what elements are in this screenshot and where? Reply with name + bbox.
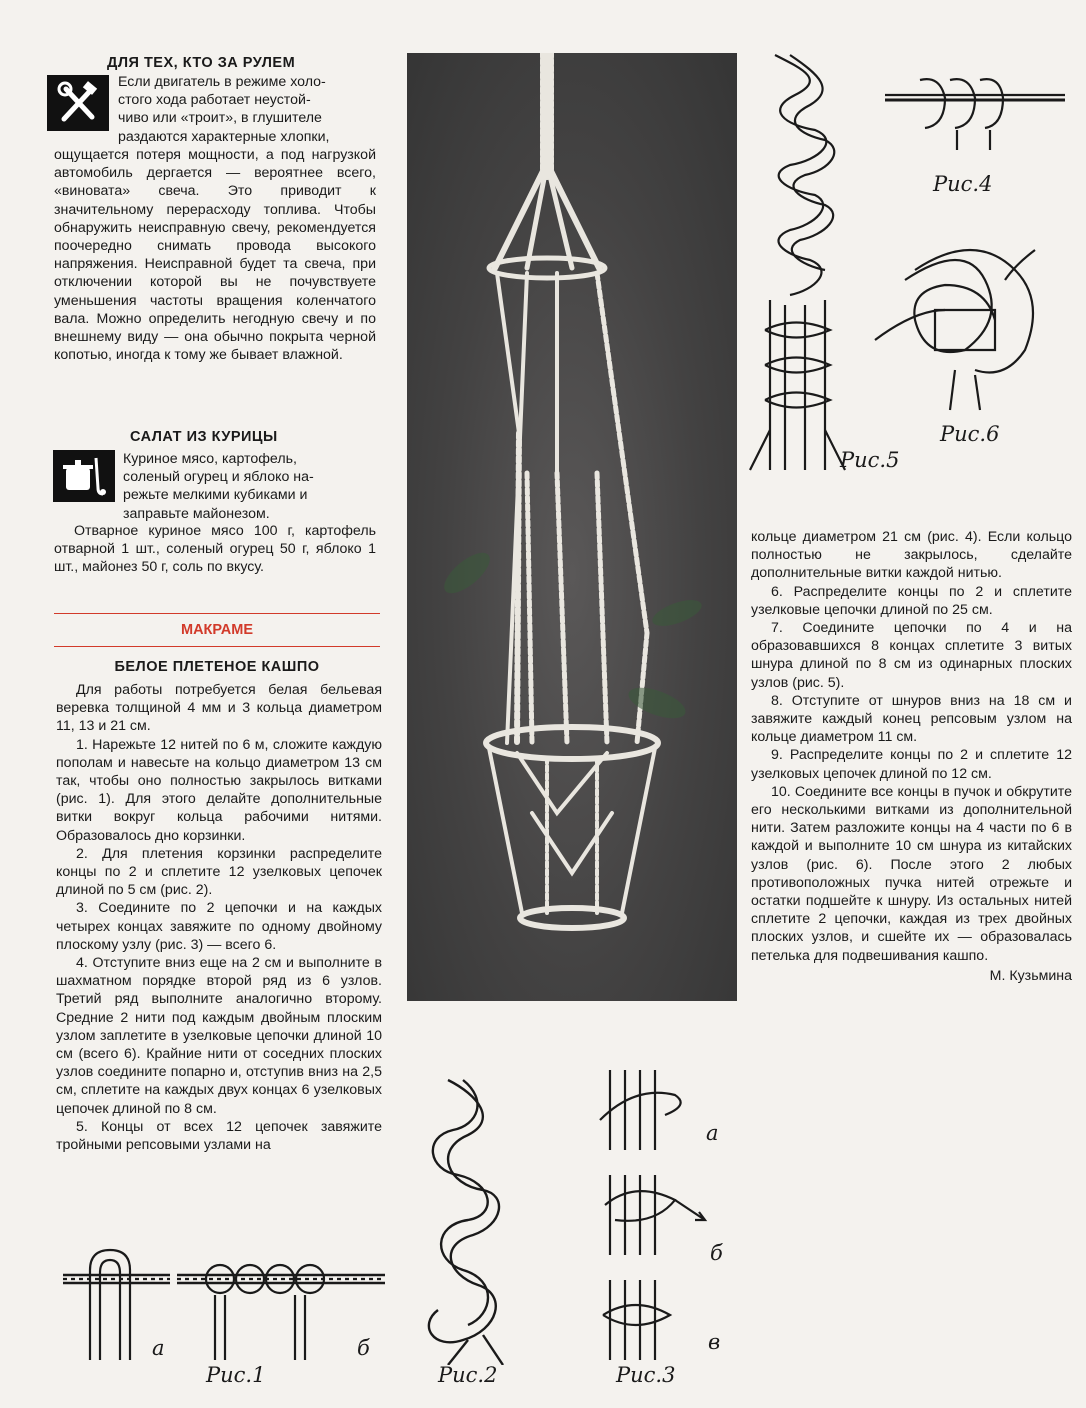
saucepan-ladle-icon [53, 450, 115, 502]
drivers-title: ДЛЯ ТЕХ, КТО ЗА РУЛЕМ [107, 55, 296, 71]
salad-intro [123, 450, 376, 523]
fig1-diagram [55, 1245, 395, 1365]
makrame-paragraph: 9. Распределите концы по 2 и сплетите 12 узелковых цепочек длиной по 12 см. [751, 747, 1072, 782]
salad-line: соленый огурец и яблоко на- [123, 469, 314, 486]
fig4-caption: Рис.4 [933, 172, 993, 196]
rubric-rule-top [54, 613, 380, 614]
makrame-paragraph: кольце диаметром 21 см (рис. 4). Если кольцо полностью не закрылось, сделайте дополнительные витки каждой нитью. [751, 529, 1072, 582]
rubric-rule-bottom [54, 646, 380, 647]
makrame-rubric: МАКРАМЕ [180, 622, 254, 638]
makrame-paragraph: 10. Соедините все концы в пучок и обкрутите его несколькими витками из дополнительной нити. Затем разложите концы на 4 части по 6 в каждой и выполните 10 см шнура из китайских узлов (рис. 6). После этого 2 любых противоположных пучка нитей отрежьте и остатки подшейте к шнуру. Из остальных нитей сплетите 2 цепочки, каждая из трех двойных плоских узлов, и сшейте их — образовалась петелька для подвешивания кашпо. [751, 783, 1072, 964]
macrame-planter-photo [407, 53, 737, 1001]
drivers-line: Если двигатель в режиме холо- [118, 74, 326, 90]
fig6-caption: Рис.6 [940, 422, 1000, 446]
fig3-label-v: в [708, 1330, 721, 1354]
author: М. Кузьмина [989, 967, 1072, 984]
makrame-paragraph: 4. Отступите вниз еще на 2 см и выполните в шахматном порядке второй ряд из 6 узлов. Третий ряд выполните аналогично второму. Средние 2 нити под каждым двойным плоским узлом заплетите в узелковые цепочки длиной 10 см (всего 6). Крайние нити от соседних плоских узлов соедините попарно и, отступив вниз на 2,5 см, сплетите на каждых двух концах 6 узелковых цепочек длиной по 8 см. [56, 955, 382, 1117]
makrame-paragraph: 7. Соедините цепочки по 4 и на образовавшихся 8 концах сплетите 3 витых шнура длиной по 8 см из одинарных плоских узлов (рис. 5). [751, 620, 1072, 691]
fig2-diagram [408, 1075, 533, 1365]
makrame-paragraph: Для работы потребуется белая бельевая веревка толщиной 4 мм и 3 кольца диаметром 11, 13 и 21 см. [56, 682, 382, 735]
fig3-label-b: б [710, 1241, 723, 1265]
makrame-paragraph: 5. Концы от всех 12 цепочек завяжите тройными репсовыми узлами на [56, 1118, 382, 1154]
salad-line: Куриное мясо, картофель, [123, 451, 297, 467]
makrame-paragraph: 2. Для плетения корзинки распределите концы по 2 и сплетите 12 узелковых цепочек длиной по 5 см (рис. 2). [56, 845, 382, 899]
fig5-caption: Рис.5 [840, 448, 900, 472]
fig3-label-a: а [706, 1121, 719, 1145]
makrame-paragraph: 3. Соедините по 2 цепочки и на каждых четырех концах завяжите по одному двойному плоскому узлу (рис. 3) — всего 6. [56, 900, 382, 953]
makrame-paragraph: 6. Распределите концы по 2 и сплетите узелковые цепочки длиной по 25 см. [751, 583, 1072, 618]
fig1-label-b: б [357, 1336, 370, 1360]
makrame-body [56, 681, 382, 1154]
salad-paragraph: Отварное куриное мясо 100 г, картофель отварной 1 шт., соленый огурец 50 г, яблоко 1 шт., майонез 50 г, соль по вкусу. [54, 523, 376, 576]
right-body [751, 528, 1072, 985]
fig2-caption: Рис.2 [438, 1363, 498, 1387]
fig1-caption: Рис.1 [206, 1363, 266, 1387]
wrench-hammer-icon [47, 75, 109, 131]
drivers-paragraph: ощущается потеря мощности, а под нагрузкой автомобиль дергается — вероятнее всего, «виновата» свеча. Это приводит к значительному перерасходу топлива. Чтобы обнаружить неисправную свечу, рекомендуется поочередно снимать провода высокого напряжения. Неисправной будет та свеча, при отключении которой вы не почувствуете уменьшения частоты вращения коленчатого вала. Можно определить негодную свечу и по внешнему виду — она обычно покрыта черной копотью, иногда к тому же бывает влажной. [54, 147, 376, 364]
fig3-diagram [595, 1070, 725, 1370]
makrame-title: БЕЛОЕ ПЛЕТЕНОЕ КАШПО [114, 659, 320, 675]
drivers-line: чиво или «троит», в глушителе [118, 110, 322, 127]
salad-line: заправьте майонезом. [123, 505, 270, 522]
salad-line: режьте мелкими кубиками и [123, 487, 308, 504]
salad-title: САЛАТ ИЗ КУРИЦЫ [130, 429, 278, 445]
makrame-paragraph: 1. Нарежьте 12 нитей по 6 м, сложите каждую пополам и навесьте на кольцо диаметром 13 см так, чтобы оно полностью закрылось витками (рис. 1). Для этого делайте дополнительные витки вокруг кольца рабочими нитями. Образовалось дно корзинки. [56, 736, 382, 844]
drivers-line: стого хода работает неустой- [118, 92, 311, 109]
drivers-intro [118, 73, 376, 146]
makrame-paragraph: 8. Отступите от шнуров вниз на 18 см и завяжите каждый конец репсовым узлом на кольце диаметром 11 см. [751, 692, 1072, 746]
drivers-line: раздаются характерные хлопки, [118, 128, 330, 145]
fig1-label-a: а [152, 1336, 165, 1360]
salad-body [54, 522, 376, 577]
drivers-body [54, 146, 376, 364]
fig3-caption: Рис.3 [616, 1363, 676, 1387]
knot-diagrams-top [745, 50, 1085, 480]
